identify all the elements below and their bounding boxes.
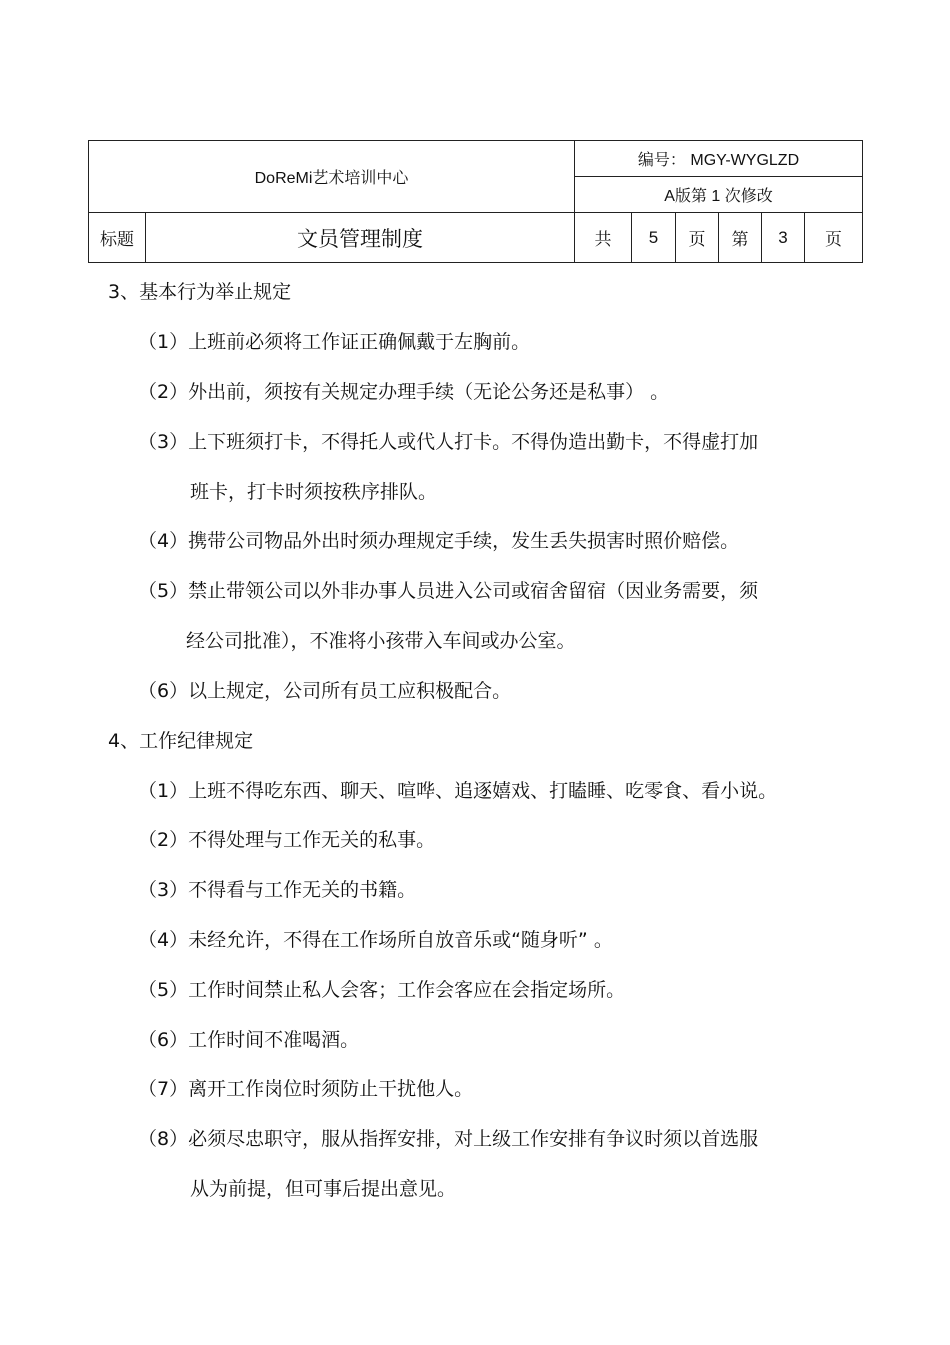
section-4-item-4: （4）未经允许，不得在工作场所自放音乐或“随身听” 。 (138, 929, 613, 951)
section-3-item-5: （5）禁止带领公司以外非办事人员进入公司或宿舍留宿（因业务需要，须 (138, 580, 759, 602)
current-page-value: 3 (762, 213, 805, 263)
document-title: 文员管理制度 (146, 213, 575, 263)
section-4-item-6: （6）工作时间不准喝酒。 (138, 1029, 360, 1051)
current-page-unit: 页 (805, 213, 863, 263)
document-version: A版第 1 次修改 (575, 177, 863, 213)
section-3-item-3-continued: 班卡，打卡时须按秩序排队。 (190, 481, 438, 503)
section-4-item-7: （7）离开工作岗位时须防止干扰他人。 (138, 1078, 474, 1100)
total-pages-unit: 页 (676, 213, 719, 263)
current-page-prefix: 第 (719, 213, 762, 263)
section-3-item-4: （4）携带公司物品外出时须办理规定手续，发生丢失损害时照价赔偿。 (138, 530, 740, 552)
section-3-item-2: （2）外出前，须按有关规定办理手续（无论公务还是私事） 。 (138, 381, 670, 403)
section-4-item-5: （5）工作时间禁止私人会客；工作会客应在会指定场所。 (138, 979, 626, 1001)
total-pages-prefix: 共 (575, 213, 632, 263)
section-3-item-3: （3）上下班须打卡，不得托人或代人打卡。不得伪造出勤卡，不得虚打加 (138, 431, 759, 453)
section-3-item-6: （6）以上规定，公司所有员工应积极配合。 (138, 680, 512, 702)
section-3-item-1: （1）上班前必须将工作证正确佩戴于左胸前。 (138, 331, 531, 353)
section-4-item-8-continued: 从为前提，但可事后提出意见。 (190, 1178, 457, 1200)
total-pages-value: 5 (632, 213, 676, 263)
document-header-table (88, 140, 863, 263)
document-code: 编号： MGY-WYGLZD (575, 141, 863, 177)
section-4-item-2: （2）不得处理与工作无关的私事。 (138, 829, 436, 851)
section-4-item-8: （8）必须尽忠职守，服从指挥安排，对上级工作安排有争议时须以首选服 (138, 1128, 759, 1150)
section-4-item-1: （1）上班不得吃东西、聊天、喧哗、追逐嬉戏、打瞌睡、吃零食、看小说。 (138, 780, 778, 802)
section-3-heading: 3、基本行为举止规定 (108, 281, 292, 303)
title-label: 标题 (89, 213, 146, 263)
section-4-item-3: （3）不得看与工作无关的书籍。 (138, 879, 417, 901)
section-3-item-5-continued: 经公司批准），不准将小孩带入车间或办公室。 (186, 630, 576, 652)
organization-name: DoReMi艺术培训中心 (89, 141, 575, 213)
section-4-heading: 4、工作纪律规定 (108, 730, 254, 752)
